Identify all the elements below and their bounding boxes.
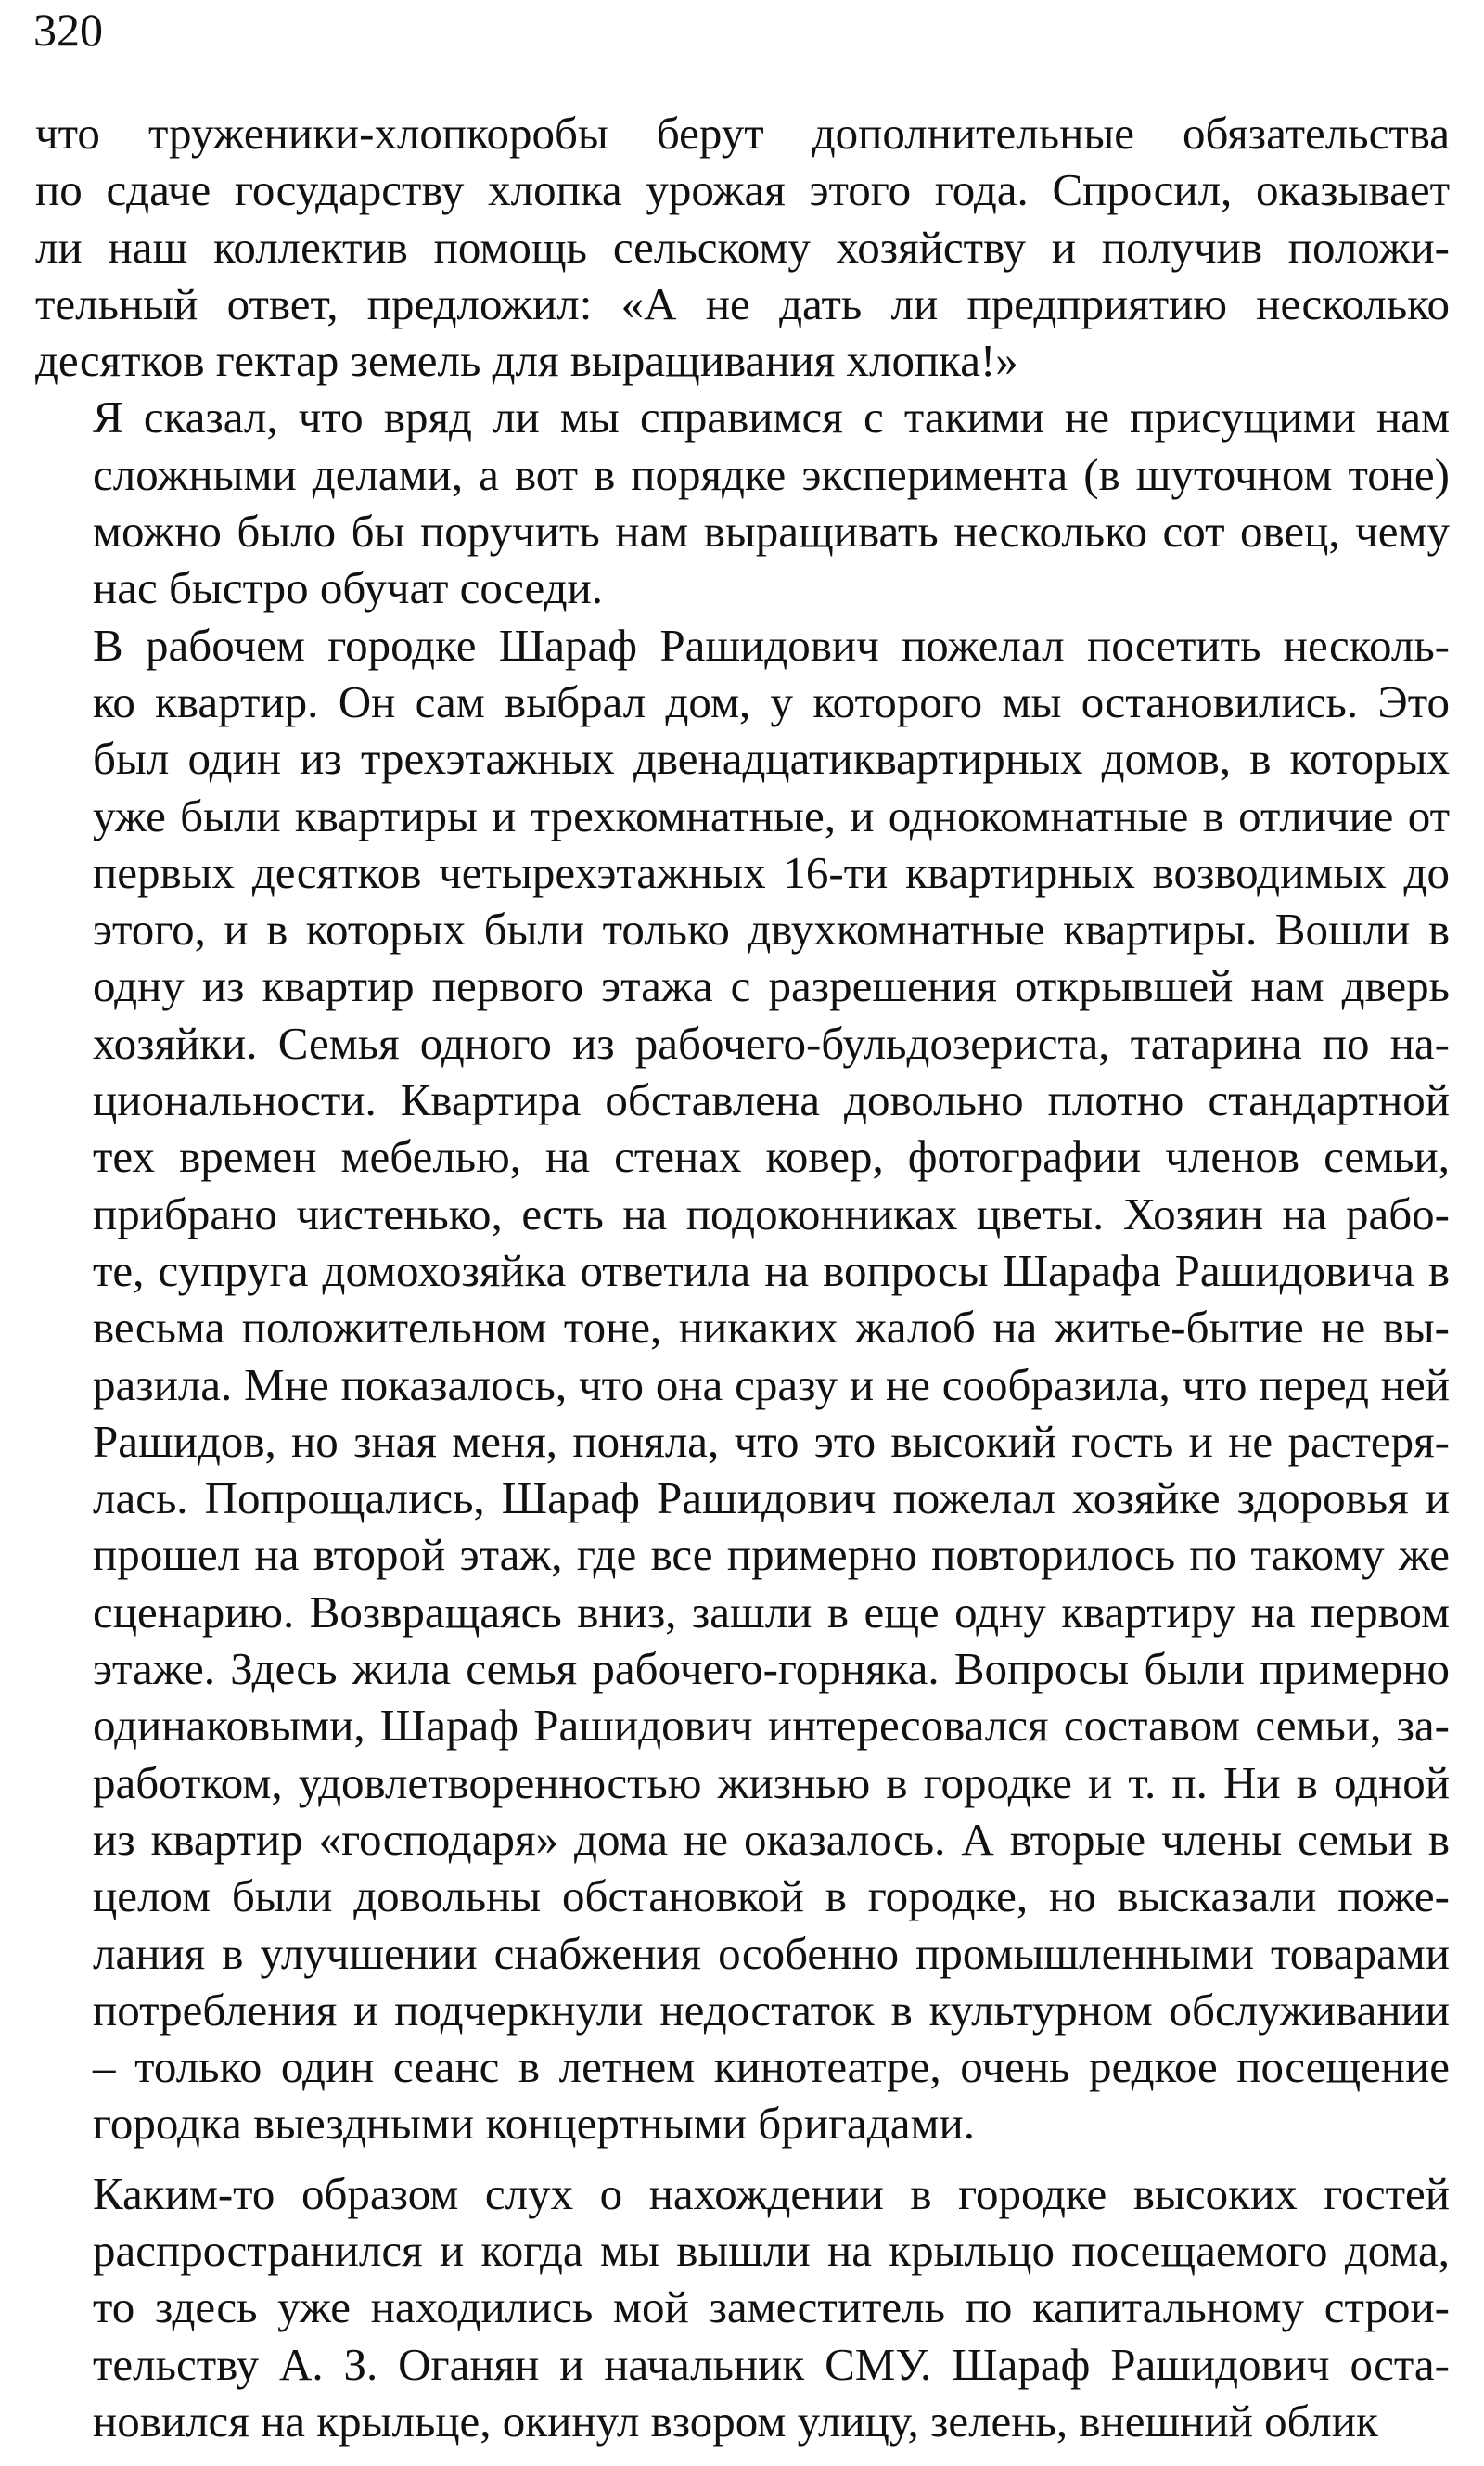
text-line: первых десятков четырехэтажных 16-ти квартирных возводимых до [93, 846, 1450, 898]
text-line: уже были квартиры и трехкомнатные, и однокомнатные в отличие от [93, 790, 1450, 841]
text-line: то здесь уже находились мой заместитель по капитальному строи- [93, 2281, 1450, 2333]
text-line: тельный ответ, предложил: «А не дать ли предприятию несколько [35, 277, 1450, 329]
text-line: Я сказал, что вряд ли мы справимся с такими не присущими нам [93, 392, 1450, 443]
text-line: по сдаче государству хлопка урожая этого года. Спросил, оказывает [35, 164, 1450, 216]
text-line: лания в улучшении снабжения особенно промышленными товарами [93, 1927, 1450, 1979]
text-line: В рабочем городке Шараф Рашидович пожелал посетить несколь- [93, 619, 1450, 671]
text-line: лась. Попрощались, Шараф Рашидович пожелал хозяйке здоровья и [93, 1472, 1450, 1524]
text-line: городка выездными концертными бригадами. [93, 2098, 975, 2150]
text-line: тех времен мебелью, на стенах ковер, фотографии членов семьи, [93, 1131, 1450, 1183]
text-line: хозяйки. Семья одного из рабочего-бульдозериста, татарина по на- [93, 1017, 1450, 1069]
text-line: сложными делами, а вот в порядке эксперимента (в шуточном тоне) [93, 448, 1450, 500]
text-line: – только один сеанс в летнем кинотеатре, очень редкое посещение [93, 2041, 1450, 2093]
paragraph [35, 105, 1450, 389]
paragraph [35, 617, 1450, 2152]
text-line: тельству А. З. Оганян и начальник СМУ. Шараф Рашидович оста- [93, 2338, 1450, 2390]
body-text [35, 105, 1450, 2449]
text-line: одну из квартир первого этажа с разрешения открывшей нам дверь [93, 960, 1450, 1012]
text-line: циональности. Квартира обставлена довольно плотно стандартной [93, 1074, 1450, 1126]
text-line: те, супруга домохозяйка ответила на вопросы Шарафа Рашидовича в [93, 1244, 1450, 1296]
text-line: прошел на второй этаж, где все примерно повторилось по такому же [93, 1529, 1450, 1581]
text-line: этаже. Здесь жила семья рабочего-горняка. Вопросы были примерно [93, 1643, 1450, 1695]
text-line: можно было бы поручить нам выращивать несколько сот овец, чему [93, 506, 1450, 558]
text-line: потребления и подчеркнули недостаток в культурном обслуживании [93, 1984, 1450, 2036]
text-line: Каким-то образом слух о нахождении в городке высоких гостей [93, 2167, 1450, 2219]
text-line: прибрано чистенько, есть на подоконниках цветы. Хозяин на рабо- [93, 1188, 1450, 1239]
page-number: 320 [33, 4, 103, 56]
text-line: этого, и в которых были только двухкомнатные квартиры. Вошли в [93, 904, 1450, 956]
text-line: из квартир «господаря» дома не оказалось. А вторые члены семьи в [93, 1813, 1450, 1865]
text-line: ко квартир. Он сам выбрал дом, у которого мы остановились. Это [93, 675, 1450, 727]
text-line: целом были довольны обстановкой в городке, но высказали поже- [93, 1870, 1450, 1922]
text-line: весьма положительном тоне, никаких жалоб на житье-бытие не вы- [93, 1302, 1450, 1354]
text-line: десятков гектар земель для выращивания хлопка!» [35, 335, 1018, 387]
text-line: был один из трехэтажных двенадцатиквартирных домов, в которых [93, 733, 1450, 785]
text-line: одинаковыми, Шараф Рашидович интересовался составом семьи, за- [93, 1700, 1450, 1752]
text-line: нас быстро обучат соседи. [93, 562, 604, 614]
text-line: ли наш коллектив помощь сельскому хозяйству и получив положи- [35, 221, 1450, 273]
text-line: разила. Мне показалось, что она сразу и не сообразила, что перед ней [93, 1358, 1450, 1410]
text-line: сценарию. Возвращаясь вниз, зашли в еще одну квартиру на первом [93, 1586, 1450, 1638]
text-line: Рашидов, но зная меня, поняла, что это высокий гость и не растеря- [93, 1415, 1450, 1467]
text-line: распространился и когда мы вышли на крыльцо посещаемого дома, [93, 2224, 1450, 2276]
text-line: новился на крыльце, окинул взором улицу, зелень, внешний облик [93, 2395, 1378, 2447]
text-line: что труженики-хлопкоробы берут дополнительные обязательства [35, 108, 1450, 159]
text-line: работком, удовлетворенностью жизнью в городке и т. п. Ни в одной [93, 1756, 1450, 1808]
paragraph [35, 389, 1450, 616]
paragraph [35, 2165, 1450, 2449]
